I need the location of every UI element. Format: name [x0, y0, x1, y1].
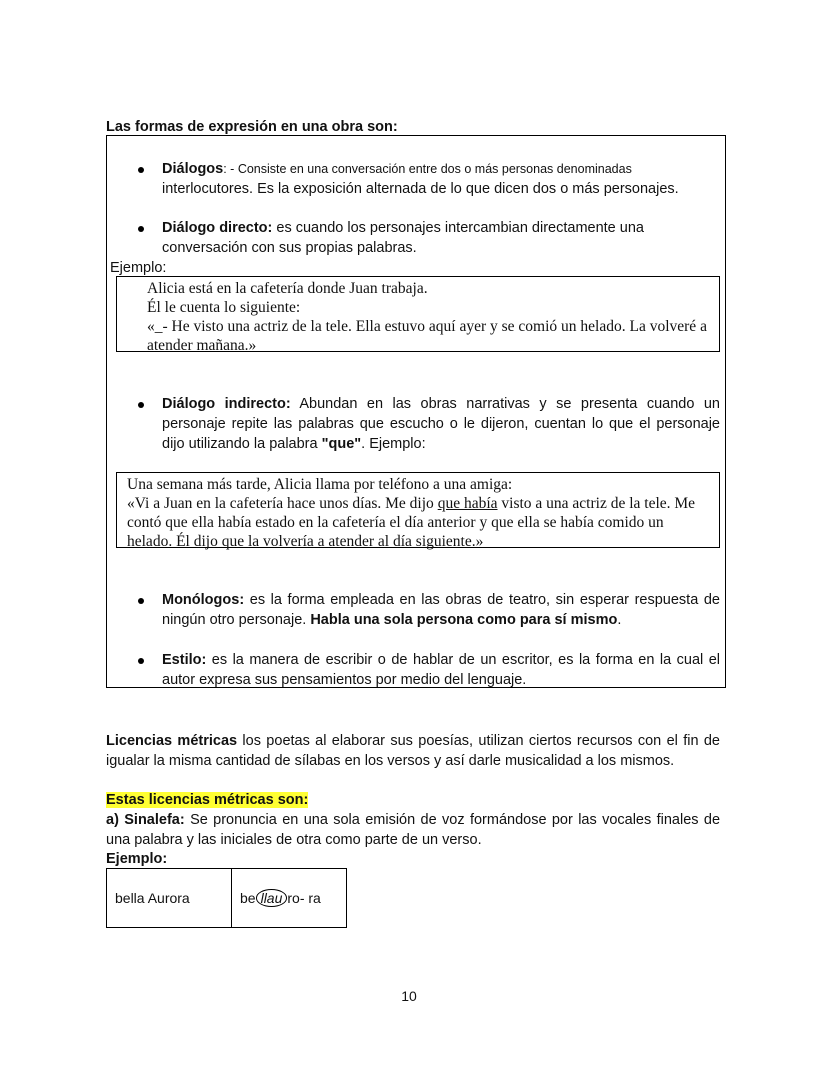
section-heading: Las formas de expresión en una obra son:	[106, 119, 398, 135]
dialogo-directo-text: es cuando los personajes intercambian directamente una conversación con sus propias palabras.	[162, 220, 644, 256]
bullet-estilo: Estilo: es la manera de escribir o de hablar de un escritor, es la forma en la cual el autor expresa sus pensamientos por medio del lenguaje.	[138, 650, 720, 690]
sinalefa-paragraph: a) Sinalefa: Se pronuncia en una sola emisión de voz formándose por las vocales finales de una palabra y las iniciales de otra como parte de un verso.	[106, 812, 721, 848]
term-dialogo-directo: Diálogo directo:	[162, 220, 273, 236]
bullet-dialogos: Diálogos: - Consiste en una conversación entre dos o más personas denominadas interlocutores. Es la exposición alternada de lo que dicen dos o más personajes.	[138, 159, 720, 199]
sinalefa-example-table	[106, 868, 347, 928]
licencias-paragraph: Licencias métricas los poetas al elaborar sus poesías, utilizan ciertos recursos con el fin de igualar la misma cantidad de sílabas en los versos y así darle musicalidad a los mismos.	[106, 733, 720, 769]
bullet-dialogo-directo	[138, 218, 720, 258]
ejemplo-label: Ejemplo:	[110, 260, 167, 276]
term-dialogo-indirecto: Diálogo indirecto:	[162, 396, 291, 412]
ejemplo-bold-label: Ejemplo:	[106, 851, 168, 867]
bullet-dot-icon	[138, 658, 144, 664]
term-estilo: Estilo:	[162, 652, 207, 668]
term-monologos: Monólogos:	[162, 592, 245, 608]
dialogos-text: interlocutores. Es la exposición alternada de lo que dicen dos o más personajes.	[162, 181, 679, 197]
bullet-dot-icon	[138, 598, 144, 604]
term-sinalefa: a) Sinalefa:	[106, 812, 185, 828]
bullet-dialogo-indirecto: Diálogo indirecto: Abundan en las obras narrativas y se presenta cuando un personaje repite las palabras que escucho o le dijeron, cuentan lo que el personaje dijo utilizando la palabra "que". Ejemplo:	[138, 394, 720, 454]
example-box-indirect	[116, 472, 720, 548]
circled-syllable: llau	[256, 889, 288, 907]
term-dialogos: Diálogos	[162, 161, 224, 177]
table-cell-syllables: be llau ro- ra	[232, 869, 347, 928]
example-box-direct	[116, 276, 720, 352]
bullet-dot-icon	[138, 226, 144, 232]
page-number: 10	[401, 988, 417, 1004]
dialogos-text-small: Consiste en una conversación entre dos o más personas denominadas	[237, 162, 632, 176]
bullet-monologos: Monólogos: es la forma empleada en las obras de teatro, sin esperar respuesta de ningún otro personaje. Habla una sola persona como para sí mismo.	[138, 590, 720, 630]
table-cell-word: bella Aurora	[107, 869, 232, 928]
example1-line2: Él le cuenta lo siguiente:	[147, 299, 301, 316]
example1-line1: Alicia está en la cafetería donde Juan trabaja.	[147, 280, 428, 297]
example2-body: «Vi a Juan en la cafetería hace unos días. Me dijo que había visto a una actriz de la tele. Me contó que ella había estado en la cafetería el día anterior y que ella se había comido un helado. Él dijo que la volvería a atender al día siguiente.»	[127, 495, 696, 550]
bullet-dot-icon	[138, 402, 144, 408]
que-word: "que"	[321, 436, 362, 452]
bullet-dot-icon	[138, 167, 144, 173]
estas-licencias-heading: Estas licencias métricas son:	[106, 792, 309, 808]
example1-line3: «_- He visto una actriz de la tele. Ella estuvo aquí ayer y se comió un helado. La volveré a atender mañana.»	[147, 318, 707, 354]
term-licencias: Licencias métricas	[106, 733, 238, 749]
underlined-que-habia: que había	[437, 495, 498, 512]
example2-line1: Una semana más tarde, Alicia llama por teléfono a una amiga:	[127, 476, 513, 493]
